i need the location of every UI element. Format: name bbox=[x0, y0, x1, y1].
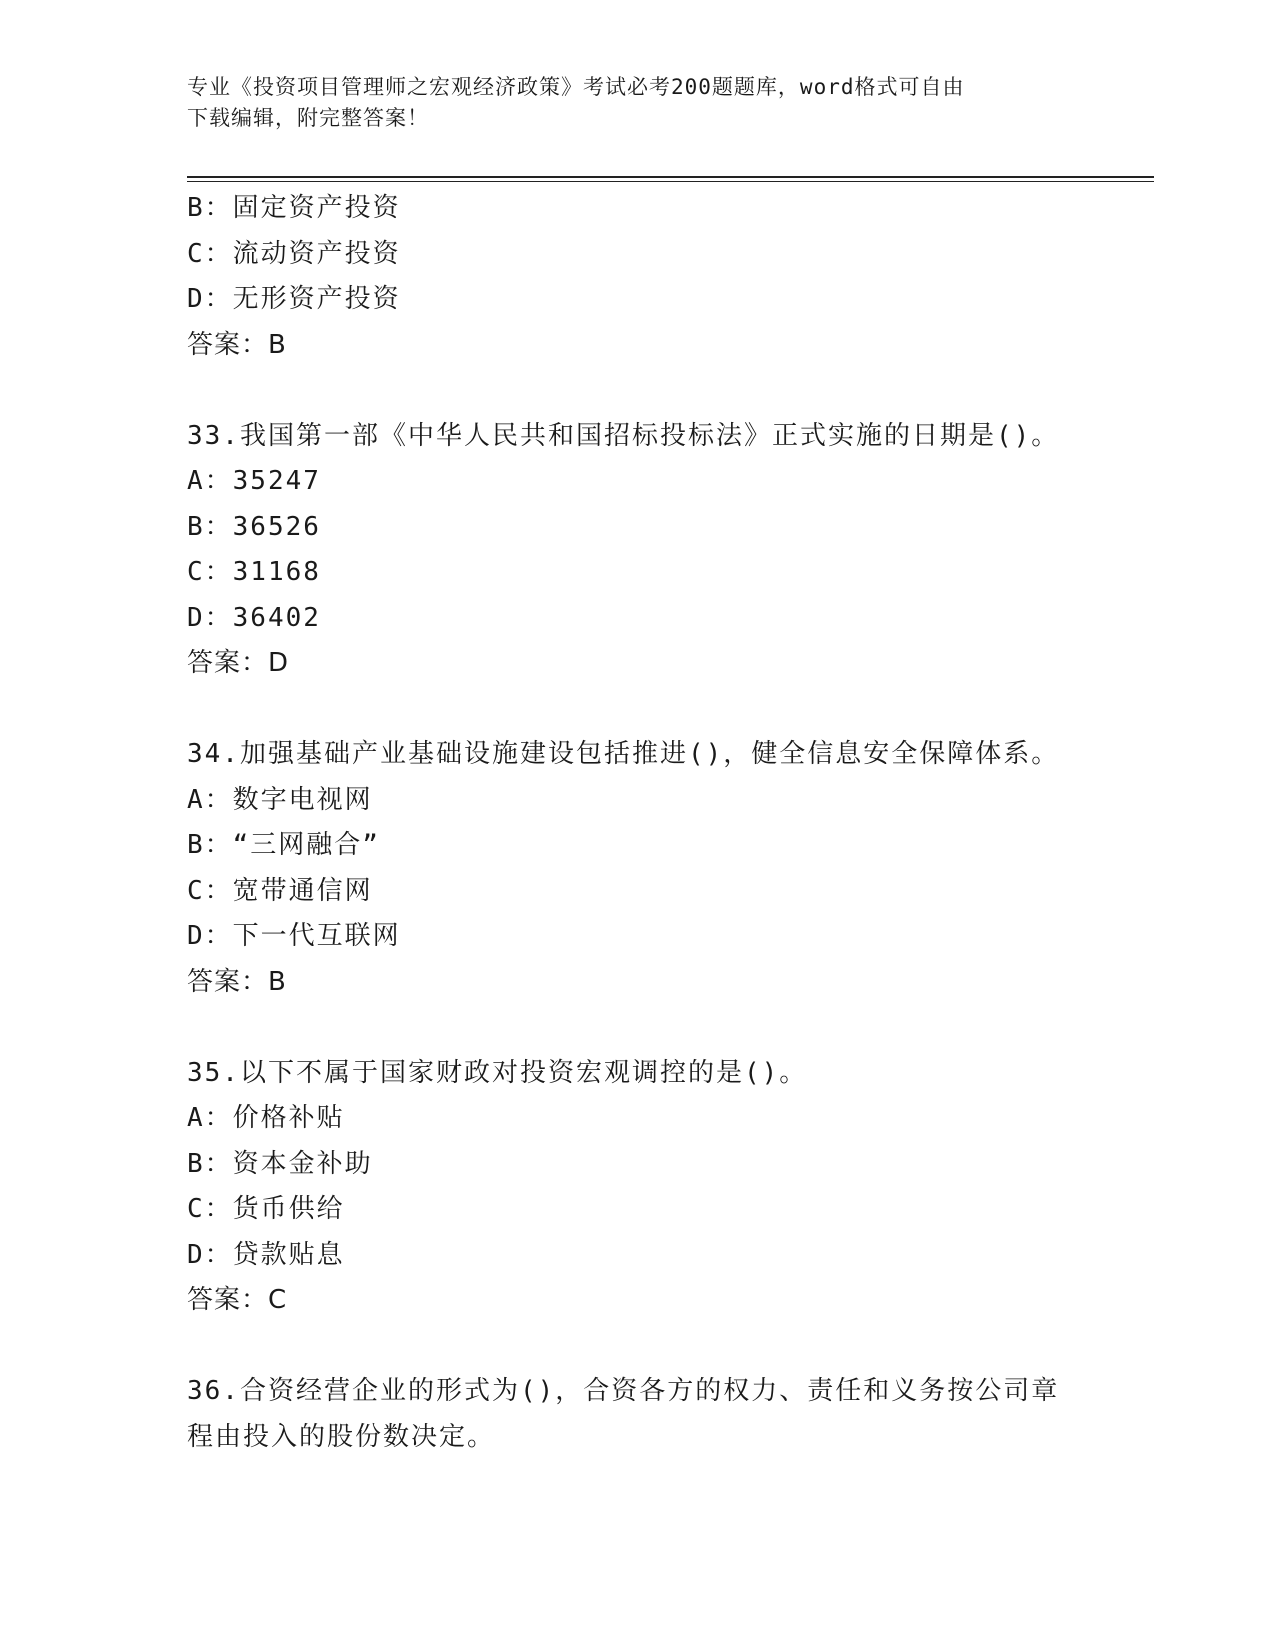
option-text: “三网融合” bbox=[232, 830, 380, 860]
option-text: 货币供给 bbox=[232, 1194, 345, 1224]
question-list bbox=[187, 186, 1147, 1460]
header-line-2: 下载编辑，附完整答案！ bbox=[187, 106, 429, 130]
option-label: C： bbox=[187, 1194, 233, 1224]
question-block-36 bbox=[187, 1369, 1147, 1460]
option-text: 下一代互联网 bbox=[232, 921, 401, 951]
option-b bbox=[187, 505, 1147, 551]
header-divider-thin bbox=[187, 181, 1154, 182]
option-text: 宽带通信网 bbox=[232, 875, 373, 906]
option-label: A： bbox=[187, 466, 233, 496]
option-d bbox=[187, 1233, 1147, 1279]
answer-line: 答案：C bbox=[187, 1285, 288, 1315]
option-label: A： bbox=[187, 1103, 233, 1133]
option-label: D： bbox=[187, 921, 233, 951]
option-label: C： bbox=[187, 557, 233, 587]
question-block-35 bbox=[187, 1051, 1147, 1324]
option-text: 固定资产投资 bbox=[232, 193, 401, 223]
question-stem: 35.以下不属于国家财政对投资宏观调控的是()。 bbox=[187, 1057, 808, 1088]
option-label: D： bbox=[187, 1239, 233, 1270]
spacer bbox=[187, 1324, 1147, 1370]
option-text: 价格补贴 bbox=[232, 1103, 345, 1133]
option-text: 资本金补助 bbox=[232, 1148, 373, 1179]
answer-line: 答案：D bbox=[187, 648, 290, 678]
answer-line: 答案：B bbox=[187, 329, 287, 360]
option-label: B： bbox=[187, 193, 233, 223]
spacer bbox=[187, 368, 1147, 414]
option-c bbox=[187, 232, 1147, 278]
question-stem-line-1: 36.合资经营企业的形式为()，合资各方的权力、责任和义务按公司章 bbox=[187, 1376, 1060, 1406]
option-text: 36526 bbox=[232, 511, 321, 542]
option-a bbox=[187, 1096, 1147, 1142]
question-block-34 bbox=[187, 732, 1147, 1005]
option-label: C： bbox=[187, 875, 233, 906]
document-header bbox=[187, 72, 1087, 134]
option-c bbox=[187, 550, 1147, 596]
option-a bbox=[187, 778, 1147, 824]
option-b bbox=[187, 823, 1147, 869]
option-d bbox=[187, 277, 1147, 323]
option-label: B： bbox=[187, 830, 233, 860]
option-a bbox=[187, 459, 1147, 505]
option-label: B： bbox=[187, 511, 233, 542]
question-stem: 34.加强基础产业基础设施建设包括推进()，健全信息安全保障体系。 bbox=[187, 739, 1060, 769]
spacer bbox=[187, 687, 1147, 733]
header-divider-thick bbox=[187, 176, 1154, 178]
question-block-33 bbox=[187, 414, 1147, 687]
option-label: A： bbox=[187, 784, 233, 815]
option-text: 流动资产投资 bbox=[232, 238, 401, 269]
question-block-32 bbox=[187, 186, 1147, 368]
option-c bbox=[187, 1187, 1147, 1233]
option-b bbox=[187, 1142, 1147, 1188]
option-text: 数字电视网 bbox=[232, 784, 373, 815]
option-label: C： bbox=[187, 238, 233, 269]
option-text: 36402 bbox=[232, 602, 321, 633]
option-text: 31168 bbox=[232, 557, 321, 587]
option-text: 贷款贴息 bbox=[232, 1239, 345, 1270]
question-stem-line-2: 程由投入的股份数决定。 bbox=[187, 1421, 496, 1452]
option-d bbox=[187, 914, 1147, 960]
option-c bbox=[187, 869, 1147, 915]
answer-line: 答案：B bbox=[187, 966, 287, 997]
option-text: 35247 bbox=[232, 466, 321, 496]
spacer bbox=[187, 1005, 1147, 1051]
option-d bbox=[187, 596, 1147, 642]
header-line-1: 专业《投资项目管理师之宏观经济政策》考试必考200题题库，word格式可自由 bbox=[187, 75, 965, 99]
question-stem: 33.我国第一部《中华人民共和国招标投标法》正式实施的日期是()。 bbox=[187, 420, 1060, 451]
option-b bbox=[187, 186, 1147, 232]
option-text: 无形资产投资 bbox=[232, 284, 401, 314]
option-label: D： bbox=[187, 284, 233, 314]
option-label: B： bbox=[187, 1148, 233, 1179]
option-label: D： bbox=[187, 602, 233, 633]
